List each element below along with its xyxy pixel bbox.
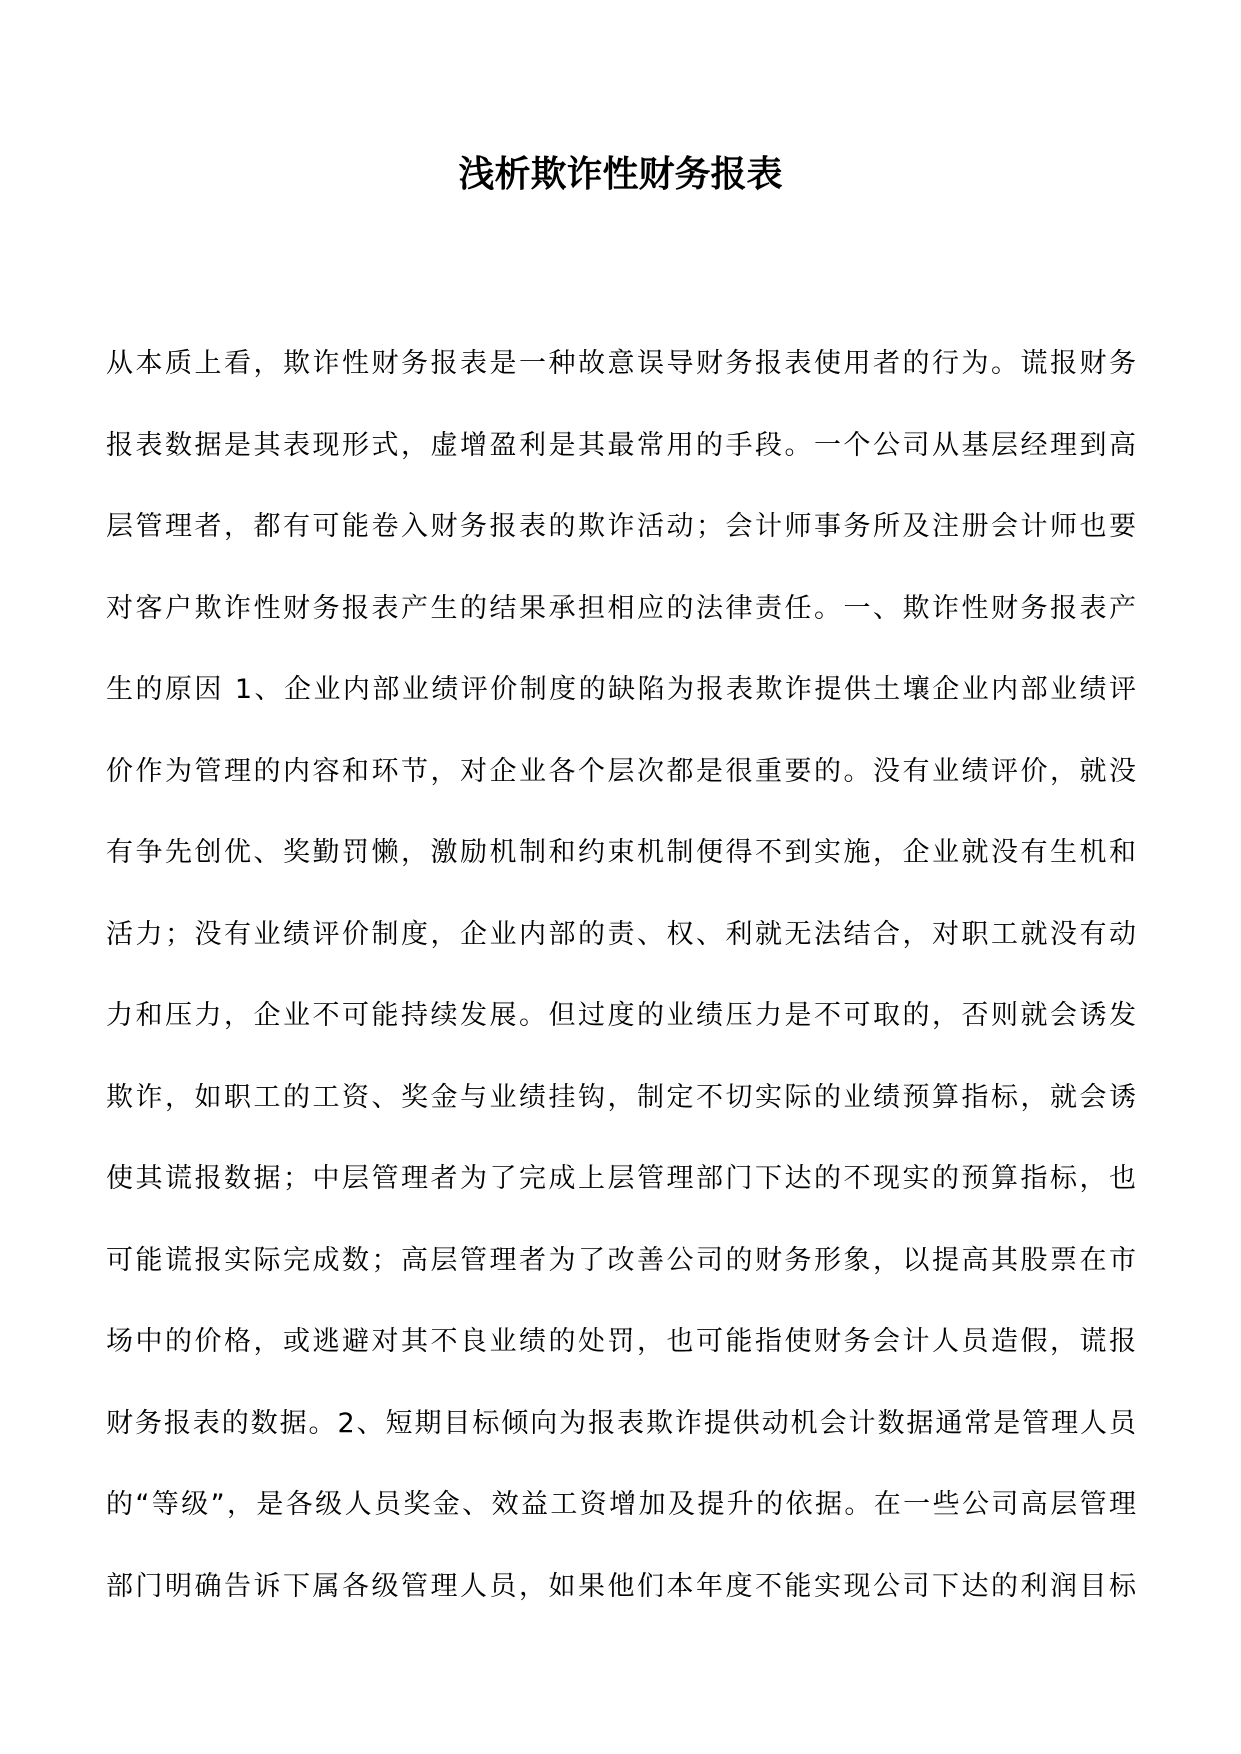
body-line: 价作为管理的内容和环节，对企业各个层次都是很重要的。没有业绩评价，就没 (106, 755, 1136, 787)
body-line: 有争先创优、奖勤罚懒，激励机制和约束机制便得不到实施，企业就没有生机和 (106, 837, 1136, 868)
document-title: 浅析欺诈性财务报表 (458, 153, 783, 195)
body-line: 可能谎报实际完成数；高层管理者为了改善公司的财务形象，以提高其股票在市 (106, 1244, 1136, 1276)
body-line: 力和压力，企业不可能持续发展。但过度的业绩压力是不可取的，否则就会诱发 (106, 1000, 1136, 1031)
body-line: 层管理者，都有可能卷入财务报表的欺诈活动；会计师事务所及注册会计师也要 (106, 511, 1136, 542)
body-line: 场中的价格，或逃避对其不良业绩的处罚，也可能指使财务会计人员造假，谎报 (106, 1326, 1136, 1357)
body-line: 报表数据是其表现形式，虚增盈利是其最常用的手段。一个公司从基层经理到高 (106, 429, 1136, 461)
body-line: 财务报表的数据。2、短期目标倾向为报表欺诈提供动机会计数据通常是管理人员 (106, 1407, 1136, 1439)
body-line: 部门明确告诉下属各级管理人员，如果他们本年度不能实现公司下达的利润目标 (106, 1570, 1136, 1602)
body-line: 生的原因 1、企业内部业绩评价制度的缺陷为报表欺诈提供土壤企业内部业绩评 (106, 674, 1136, 705)
body-line: 从本质上看，欺诈性财务报表是一种故意误导财务报表使用者的行为。谎报财务 (106, 348, 1136, 379)
body-line: 的“等级”，是各级人员奖金、效益工资增加及提升的依据。在一些公司高层管理 (106, 1489, 1136, 1520)
body-line: 对客户欺诈性财务报表产生的结果承担相应的法律责任。一、欺诈性财务报表产 (106, 592, 1136, 624)
document-body (106, 344, 1136, 1648)
body-line: 欺诈，如职工的工资、奖金与业绩挂钩，制定不切实际的业绩预算指标，就会诱 (106, 1081, 1136, 1113)
body-line: 活力；没有业绩评价制度，企业内部的责、权、利就无法结合，对职工就没有动 (106, 918, 1136, 950)
body-line: 使其谎报数据；中层管理者为了完成上层管理部门下达的不现实的预算指标，也 (106, 1163, 1136, 1194)
